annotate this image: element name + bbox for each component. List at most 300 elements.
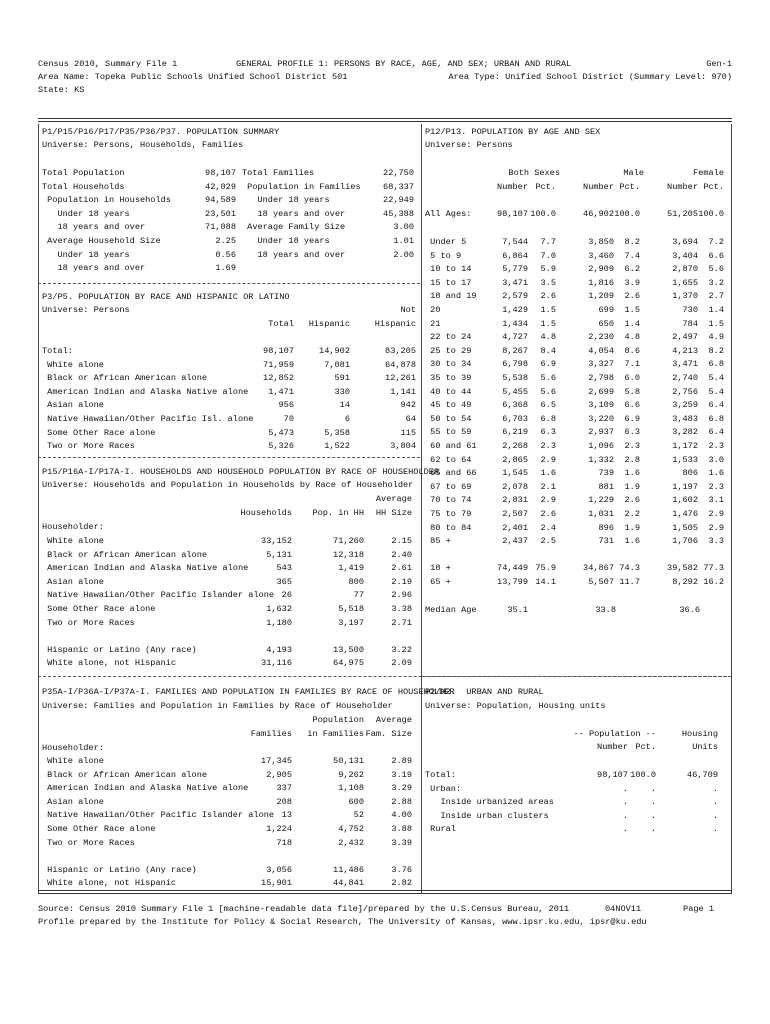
age-row-value: 2,437	[502, 536, 528, 547]
age-row-value: 6.3	[624, 427, 640, 438]
age-row-value: 1.6	[624, 536, 640, 547]
age-row-value: 6,703	[502, 413, 528, 424]
households-row-label: Hispanic or Latino (Any race)	[42, 644, 197, 655]
age-sub-head: Pct.	[703, 182, 724, 192]
age-row-value: 3,220	[588, 413, 614, 424]
urban-row-label: Urban:	[425, 783, 462, 794]
summary-left-value: 71,088	[205, 222, 236, 233]
age-row-value: 6.0	[624, 373, 640, 383]
urban-row-value: .	[650, 824, 656, 835]
households-head-value: Pop. in HH	[312, 508, 364, 518]
age-row-value: 3,694	[672, 237, 698, 247]
families-row-value: 3.76	[391, 864, 412, 875]
age-row-label: 5 to 9	[425, 250, 462, 261]
summary-title: P1/P15/P16/P17/P35/P36/P37. POPULATION SUMMARY	[42, 127, 280, 137]
age-row-label: 80 to 84	[425, 522, 472, 533]
age-row-value: 2.6	[624, 495, 640, 506]
race-row-label: Asian alone	[42, 400, 104, 411]
age-row-value: 6.8	[708, 359, 724, 370]
age-row-label: 22 to 24	[425, 332, 472, 343]
households-row-value: 2.71	[391, 617, 412, 628]
summary-right-label: Population in Families	[242, 181, 361, 192]
race-row-label: American Indian and Alaska Native alone	[42, 386, 249, 397]
race-row-value: 330	[334, 386, 350, 397]
summary-right-value: 3.00	[393, 222, 414, 233]
race-row-label: Total:	[42, 346, 73, 356]
families-row-label: Two or More Races	[42, 837, 135, 848]
urban-row-value: 100.0	[630, 770, 656, 780]
age-row-value: 1.5	[540, 305, 556, 315]
divider	[38, 283, 420, 285]
race-row-value: 5,326	[268, 441, 294, 452]
age-row-value: 1,434	[502, 318, 528, 329]
age-row-value: 4.8	[540, 332, 556, 343]
summary-left-label: 18 years and over	[42, 222, 146, 233]
age-row-value: 1.5	[708, 318, 724, 329]
summary-left-value: 94,589	[205, 195, 236, 206]
race-row-value: 14,902	[319, 346, 350, 356]
age-adult-row-value: 13,799	[497, 576, 528, 587]
age-row-value: 7.0	[540, 250, 556, 261]
top-rule-2	[38, 121, 732, 123]
age-all-value: 100.0	[530, 209, 556, 219]
households-row-value: 2.19	[391, 576, 412, 587]
age-row-value: 1.4	[708, 305, 724, 315]
families-row-label: White alone, not Hispanic	[42, 878, 177, 889]
age-row-value: 2.9	[540, 454, 556, 465]
age-row-value: 1,706	[672, 536, 698, 547]
age-all-value: 46,902	[583, 209, 614, 219]
summary-right-label: 18 years and over	[242, 249, 346, 260]
households-row-value: 4,193	[266, 644, 292, 655]
households-head-avg: Average	[375, 494, 412, 504]
age-row-value: 7.7	[540, 237, 556, 247]
age-adult-row-value: 11.7	[619, 576, 640, 587]
families-head-label: Families	[250, 729, 292, 739]
age-row-value: 1.5	[624, 305, 640, 315]
age-row-value: 2.3	[624, 441, 640, 451]
families-row-value: 3.88	[391, 824, 412, 834]
age-row-label: 18 and 19	[425, 291, 477, 302]
households-group: Householder:	[42, 522, 104, 532]
households-row-label: Some Other Race alone	[42, 604, 156, 614]
households-row-value: 1,180	[266, 617, 292, 628]
households-row-value: 33,152	[261, 536, 292, 546]
age-sub-head: Number	[667, 182, 698, 192]
age-row-value: 806	[682, 468, 698, 479]
summary-right-label: Under 18 years	[242, 195, 330, 206]
header-right1: Gen-1	[706, 59, 732, 69]
age-row-value: 3,483	[672, 413, 698, 424]
age-row-value: 6.6	[708, 250, 724, 261]
age-row-value: 2.9	[540, 495, 556, 506]
age-row-value: 7,544	[502, 237, 528, 247]
age-row-label: 67 to 69	[425, 481, 472, 492]
bottom-rule	[38, 890, 732, 892]
households-row-value: 12,318	[333, 549, 364, 560]
age-row-value: 4,054	[588, 345, 614, 356]
summary-left-label: 18 years and over	[42, 263, 146, 274]
families-head-pop: Population	[312, 715, 364, 725]
age-row-value: 4.9	[708, 332, 724, 343]
age-row-label: 50 to 54	[425, 413, 472, 424]
households-title: P15/P16A-I/P17A-I. HOUSEHOLDS AND HOUSEHOLD POPULATION BY RACE OF HOUSEHOLDER	[42, 467, 440, 477]
age-row-value: 2,831	[502, 495, 528, 506]
urban-head-housing: Housing	[681, 729, 718, 739]
age-row-value: 3,282	[672, 427, 698, 438]
age-row-value: 784	[682, 318, 698, 329]
race-head-not: Not	[400, 305, 416, 315]
age-row-value: 2,507	[502, 509, 528, 519]
families-row-label: Native Hawaiian/Other Pacific Islander alone	[42, 810, 275, 821]
age-row-value: 2,699	[588, 386, 614, 397]
households-row-value: 2.61	[391, 563, 412, 574]
age-row-value: 1,332	[588, 454, 614, 465]
families-universe: Universe: Families and Population in Families by Race of Householder	[42, 701, 393, 711]
summary-left-label: Average Household Size	[42, 236, 161, 246]
age-row-value: 5,779	[502, 264, 528, 275]
families-row-value: 718	[276, 837, 292, 848]
race-universe: Universe: Persons	[42, 305, 130, 315]
median-age-value: 33.8	[595, 605, 616, 615]
summary-right-value: 2.00	[393, 249, 414, 260]
age-row-value: 2,756	[672, 386, 698, 397]
households-row-label: Black or African American alone	[42, 549, 208, 560]
age-row-value: 6.4	[708, 427, 724, 438]
age-row-label: 15 to 17	[425, 277, 472, 288]
race-row-value: 956	[278, 400, 294, 411]
age-adult-row-value: 75.9	[535, 563, 556, 573]
households-row-value: 3,197	[338, 617, 364, 628]
age-row-value: 5,538	[502, 373, 528, 383]
households-row-value: 1,632	[266, 604, 292, 614]
households-row-value: 26	[281, 590, 292, 601]
age-row-value: 2,937	[588, 427, 614, 438]
age-row-value: 3,471	[502, 277, 528, 288]
age-row-value: 2.8	[624, 454, 640, 465]
households-row-label: American Indian and Alaska Native alone	[42, 563, 249, 574]
age-row-value: 3.1	[708, 495, 724, 506]
age-row-value: 3,460	[588, 250, 614, 261]
urban-row-value: 98,107	[597, 770, 628, 780]
families-row-value: 600	[348, 796, 364, 807]
age-row-value: 1,505	[672, 522, 698, 533]
race-row-value: 115	[400, 427, 416, 438]
age-adult-row-value: 74,449	[497, 563, 528, 573]
age-row-label: 30 to 34	[425, 359, 472, 370]
header-left3: State: KS	[38, 85, 85, 95]
age-sub-head: Pct.	[535, 182, 556, 192]
families-row-value: 2.82	[391, 878, 412, 889]
age-adult-row-value: 34,867	[583, 563, 614, 573]
age-row-value: 8,267	[502, 345, 528, 356]
age-all-value: 51,205	[667, 209, 698, 219]
families-row-value: 50,131	[333, 756, 364, 766]
race-head-value: Hispanic	[308, 319, 350, 329]
urban-row-value: .	[712, 783, 718, 794]
age-row-value: 2.3	[540, 441, 556, 451]
race-row-value: 14	[339, 400, 350, 411]
age-row-value: 1,533	[672, 454, 698, 465]
age-row-value: 2.9	[708, 522, 724, 533]
age-row-value: 6.9	[624, 413, 640, 424]
age-sub-head: Number	[497, 182, 528, 192]
age-row-value: 7.4	[624, 250, 640, 261]
households-row-value: 5,518	[338, 604, 364, 614]
race-row-value: 5,473	[268, 427, 294, 438]
age-all-value: 100.0	[614, 209, 640, 219]
race-row-value: 7,081	[324, 359, 350, 370]
age-row-value: 3.9	[624, 277, 640, 288]
families-row-value: 2,905	[266, 769, 292, 780]
age-row-value: 1.9	[624, 522, 640, 533]
age-row-value: 896	[598, 522, 614, 533]
age-row-value: 8.2	[624, 237, 640, 247]
summary-left-value: 42,029	[205, 181, 236, 192]
age-row-value: 1,172	[672, 441, 698, 451]
age-all-label: All Ages:	[425, 209, 472, 219]
age-row-value: 2,401	[502, 522, 528, 533]
urban-row-value: .	[650, 810, 656, 821]
households-row-value: 5,131	[266, 549, 292, 560]
age-adult-row-label: 18 +	[425, 563, 451, 573]
households-row-value: 64,975	[333, 658, 364, 669]
households-row-value: 77	[353, 590, 364, 601]
age-row-value: 2.9	[708, 509, 724, 519]
race-row-value: 71,959	[263, 359, 294, 370]
race-row-value: 942	[400, 400, 416, 411]
age-row-value: 1,197	[672, 481, 698, 492]
age-row-label: 55 to 59	[425, 427, 472, 438]
urban-row-value: .	[712, 797, 718, 808]
age-row-label: 20	[425, 305, 441, 315]
households-row-value: 3.22	[391, 644, 412, 655]
race-row-value: 12,261	[385, 373, 416, 384]
age-adult-row-value: 74.3	[619, 563, 640, 573]
race-row-label: Some Other Race alone	[42, 427, 156, 438]
age-row-value: 1,209	[588, 291, 614, 302]
age-row-value: 5.6	[540, 386, 556, 397]
left-border	[38, 124, 39, 894]
families-row-value: 4.00	[391, 810, 412, 821]
age-row-label: 40 to 44	[425, 386, 472, 397]
race-row-value: 3,804	[390, 441, 416, 452]
age-row-value: 1,816	[588, 277, 614, 288]
households-row-label: White alone, not Hispanic	[42, 658, 177, 669]
age-row-value: 731	[598, 536, 614, 547]
age-row-value: 3.0	[708, 454, 724, 465]
age-universe: Universe: Persons	[425, 140, 513, 150]
age-row-value: 1,545	[502, 468, 528, 479]
age-row-value: 6.4	[708, 400, 724, 411]
summary-left-value: 98,107	[205, 168, 236, 178]
age-row-value: 1,429	[502, 305, 528, 315]
age-row-value: 3.2	[708, 277, 724, 288]
families-row-value: 44,841	[333, 878, 364, 889]
households-row-value: 13,500	[333, 644, 364, 655]
age-row-label: 60 and 61	[425, 441, 477, 451]
families-row-value: 15,901	[261, 878, 292, 889]
age-row-value: 2,870	[672, 264, 698, 275]
race-title: P3/P5. POPULATION BY RACE AND HISPANIC OR LATINO	[42, 292, 290, 302]
age-title: P12/P13. POPULATION BY AGE AND SEX	[425, 127, 601, 137]
age-row-value: 2.1	[540, 481, 556, 492]
households-row-value: 2.96	[391, 590, 412, 601]
age-row-value: 1,476	[672, 509, 698, 519]
age-row-label: 10 to 14	[425, 264, 472, 275]
age-row-value: 3.3	[708, 536, 724, 547]
urban-row-label: Inside urban clusters	[425, 810, 549, 821]
families-row-value: 2.89	[391, 756, 412, 766]
age-row-value: 1.4	[624, 318, 640, 329]
age-row-value: 1.6	[624, 468, 640, 479]
summary-right-label: Total Families	[242, 168, 315, 178]
households-row-value: 543	[276, 563, 292, 574]
families-row-value: 4,752	[338, 824, 364, 834]
age-row-value: 739	[598, 468, 614, 479]
header-left2: Area Name: Topeka Public Schools Unified School District 501	[38, 72, 348, 82]
age-row-value: 8.2	[708, 345, 724, 356]
age-row-value: 2,579	[502, 291, 528, 302]
age-row-value: 2.3	[708, 481, 724, 492]
summary-right-value: 68,337	[383, 181, 414, 192]
footer-page: Page 1	[683, 904, 714, 914]
age-row-value: 3.5	[540, 277, 556, 288]
summary-left-label: Total Population	[42, 168, 125, 178]
summary-universe: Universe: Persons, Households, Families	[42, 140, 244, 150]
summary-left-label: Population in Households	[42, 195, 171, 206]
age-group-head: Female	[693, 168, 724, 178]
age-row-value: 5.4	[708, 386, 724, 397]
urban-row-value: .	[622, 824, 628, 835]
age-row-value: 6.8	[708, 413, 724, 424]
footer-source: Source: Census 2010 Summary File 1 [machine-readable data file]/prepared by the U.S.Census Bureau, 2011	[38, 904, 570, 914]
households-row-label: Asian alone	[42, 576, 104, 587]
age-row-value: 3,850	[588, 237, 614, 247]
families-head-value: in Families	[307, 729, 364, 739]
urban-row-label: Inside urbanized areas	[425, 797, 554, 808]
age-row-value: 3,471	[672, 359, 698, 370]
race-row-label: Native Hawaiian/Other Pacific Isl. alone	[42, 414, 254, 424]
age-row-value: 8.6	[624, 345, 640, 356]
header-center1: GENERAL PROFILE 1: PERSONS BY RACE, AGE, AND SEX; URBAN AND RURAL	[236, 59, 572, 69]
families-head-avg: Average	[375, 715, 412, 725]
race-row-label: Two or More Races	[42, 441, 135, 452]
header-right2: Area Type: Unified School District (Summary Level: 970)	[448, 72, 732, 82]
age-row-value: 1.5	[540, 318, 556, 329]
age-row-value: 2.3	[708, 441, 724, 451]
families-row-label: American Indian and Alaska Native alone	[42, 783, 249, 794]
age-group-head: Both Sexes	[508, 168, 560, 178]
households-row-value: 2.09	[391, 658, 412, 669]
families-title: P35A-I/P36A-I/P37A-I. FAMILIES AND POPULATION IN FAMILIES BY RACE OF HOUSEHOLDER	[42, 687, 455, 697]
urban-row-value: .	[712, 810, 718, 821]
header-left1: Census 2010, Summary File 1	[38, 59, 178, 69]
urban-row-value: .	[622, 810, 628, 821]
households-head-label: Households	[240, 508, 292, 518]
families-row-value: 2.88	[391, 796, 412, 807]
age-row-value: 8.4	[540, 345, 556, 356]
urban-row-value: .	[712, 824, 718, 835]
age-row-value: 4,213	[672, 345, 698, 356]
divider	[38, 457, 420, 459]
families-row-value: 337	[276, 783, 292, 794]
age-row-value: 3,109	[588, 400, 614, 411]
age-row-value: 5.4	[708, 373, 724, 383]
age-row-value: 1,031	[588, 509, 614, 519]
families-row-value: 208	[276, 796, 292, 807]
families-row-value: 3,056	[266, 864, 292, 875]
urban-row-value: .	[622, 783, 628, 794]
age-row-label: Under 5	[425, 237, 467, 247]
median-age-label: Median Age	[425, 605, 477, 615]
age-sub-head: Number	[583, 182, 614, 192]
households-row-label: White alone	[42, 536, 104, 546]
age-row-label: 21	[425, 318, 441, 329]
age-row-value: 6,864	[502, 250, 528, 261]
age-row-value: 2.6	[540, 291, 556, 302]
age-row-value: 2,740	[672, 373, 698, 383]
households-row-value: 1,419	[338, 563, 364, 574]
age-row-label: 62 to 64	[425, 454, 472, 465]
race-row-value: 1,141	[390, 386, 416, 397]
age-row-value: 3,259	[672, 400, 698, 411]
column-divider	[421, 124, 422, 894]
families-row-value: 1,224	[266, 824, 292, 834]
top-rule	[38, 118, 732, 120]
families-row-value: 17,345	[261, 756, 292, 766]
age-row-label: 35 to 39	[425, 373, 472, 383]
age-row-label: 25 to 29	[425, 345, 472, 356]
age-row-value: 6.5	[540, 400, 556, 411]
age-adult-row-value: 16.2	[703, 576, 724, 587]
age-all-value: 98,107	[497, 209, 528, 219]
median-age-value: 35.1	[507, 605, 528, 615]
summary-left-value: 2.25	[215, 236, 236, 246]
age-row-value: 2.7	[708, 291, 724, 302]
age-group-head: Male	[623, 168, 644, 178]
race-row-label: White alone	[42, 359, 104, 370]
summary-left-label: Under 18 years	[42, 208, 130, 219]
summary-right-value: 1.01	[393, 236, 414, 246]
summary-right-value: 22,949	[383, 195, 414, 206]
bottom-rule-2	[38, 893, 732, 895]
summary-right-label: 18 years and over	[242, 208, 346, 219]
summary-left-value: 0.56	[215, 249, 236, 260]
urban-universe: Universe: Population, Housing units	[425, 701, 606, 711]
race-row-value: 6	[344, 414, 350, 424]
households-row-value: 71,260	[333, 536, 364, 546]
age-row-label: 45 to 49	[425, 400, 472, 411]
families-row-label: Some Other Race alone	[42, 824, 156, 834]
summary-right-label: Under 18 years	[242, 236, 330, 246]
age-row-value: 6.3	[540, 427, 556, 438]
age-adult-row-value: 77.3	[703, 563, 724, 573]
households-row-value: 800	[348, 576, 364, 587]
age-row-value: 1.9	[624, 481, 640, 492]
age-row-value: 2.4	[540, 522, 556, 533]
age-row-value: 2.6	[624, 291, 640, 302]
families-row-value: 3.19	[391, 769, 412, 780]
age-row-value: 1.6	[708, 468, 724, 479]
age-adult-row-value: 5,507	[588, 576, 614, 587]
age-row-value: 6,219	[502, 427, 528, 438]
households-head-value: HH Size	[375, 508, 412, 518]
families-row-value: 11,486	[333, 864, 364, 875]
urban-row-value: 46,709	[687, 770, 718, 780]
age-row-value: 1,602	[672, 495, 698, 506]
families-group: Householder:	[42, 743, 104, 753]
